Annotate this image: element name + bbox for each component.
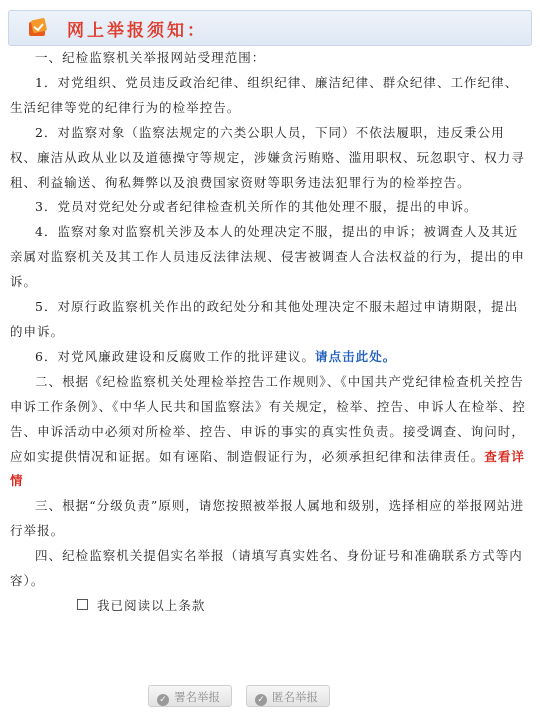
view-details-link[interactable]: 查看详情 [10,448,525,489]
check-circle-icon: ✓ [255,694,267,706]
section-1-item-3: 3．党员对党纪处分或者纪律检查机关所作的其他处理不服，提出的申诉。 [35,199,478,215]
check-circle-icon: ✓ [157,694,169,706]
agree-checkbox[interactable] [77,599,88,610]
notice-content [10,46,530,619]
section-1-item-4: 4．监察对象对监察机关涉及本人的处理决定不服，提出的申诉；被调查人及其近亲属对监察机关及其工作人员违反法律法规、侵害被调查人合法权益的行为，提出的申诉。 [10,224,525,290]
section-1-item-2: 2．对监察对象（监察法规定的六类公职人员，下同）不依法履职，违反秉公用权、廉洁从政从业以及道德操守等规定，涉嫌贪污贿赂、滥用职权、玩忽职守、权力寻租、利益输送、徇私舞弊以及浪费国家资财等职务违法犯罪行为的检举控告。 [10,124,525,190]
agreement-row [10,594,530,619]
section-1-item-6 [10,345,530,370]
section-2 [10,370,530,495]
click-here-link[interactable]: 请点击此处。 [315,348,397,364]
real-name-report-button[interactable] [148,685,232,707]
anonymous-report-button[interactable] [246,685,330,707]
agree-label: 我已阅读以上条款 [97,597,206,613]
report-logo-icon [27,17,49,39]
section-2-text: 二、根据《纪检监察机关处理检举控告工作规则》、《中国共产党纪律检查机关控告申诉工作条例》、《中华人民共和国监察法》有关规定，检举、控告、申诉人在检举、控告、申诉活动中必须对所检举、控告、申诉的事实的真实性负责。接受调查、询问时，应如实提供情况和证据。如有诬陷、制造假证行为，必须承担纪律和法律责任。 [10,373,526,464]
anonymous-report-label: 匿名举报 [272,690,318,704]
page-title: 网上举报须知： [67,21,207,41]
section-1-item-5: 5．对原行政监察机关作出的政纪处分和其他处理决定不服未超过申请期限，提出的申诉。 [10,299,519,339]
notice-header [8,10,532,46]
real-name-report-label: 署名举报 [174,690,220,704]
section-3: 三、根据“分级负责”原则，请您按照被举报人属地和级别，选择相应的举报网站进行举报。 [10,498,525,539]
section-1-item-1: 1．对党组织、党员违反政治纪律、组织纪律、廉洁纪律、群众纪律、工作纪律、生活纪律等党的纪律行为的检举控告。 [10,74,519,115]
section-1-item-6-text: 6．对党风廉政建设和反腐败工作的批评建议。 [35,348,316,364]
section-1-intro: 一、纪检监察机关举报网站受理范围： [35,50,266,65]
section-4: 四、纪检监察机关提倡实名举报（请填写真实姓名、身份证号和准确联系方式等内容）。 [10,548,523,589]
